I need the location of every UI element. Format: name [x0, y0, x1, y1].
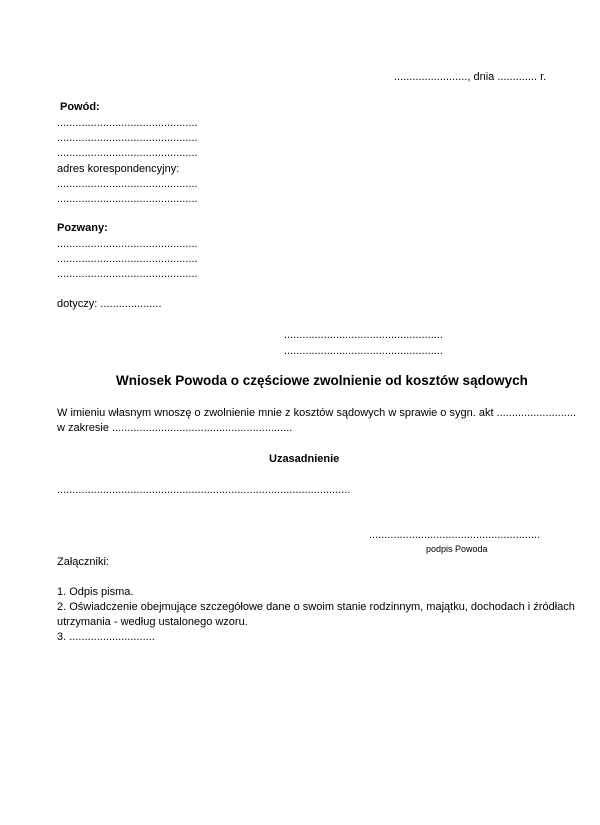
plaintiff-line: ..............................................: [57, 132, 198, 144]
defendant-line: ..............................................: [57, 268, 198, 280]
attachments-heading: Załączniki:: [57, 556, 109, 568]
justification-heading: Uzasadnienie: [269, 453, 340, 465]
plaintiff-line: ..............................................: [57, 117, 198, 129]
date-line: ........................, dnia ............. r.: [394, 71, 547, 83]
regarding-line: dotyczy: ....................: [57, 298, 162, 310]
attachment-item: 3. ............................: [57, 631, 155, 643]
body-line: w zakresie ...........................................................: [57, 422, 293, 434]
signature-label: podpis Powoda: [426, 544, 488, 554]
correspondence-address-label: adres korespondencyjny:: [57, 163, 180, 175]
plaintiff-line: ..............................................: [57, 178, 198, 190]
attachment-item: utrzymania - według ustalonego wzoru.: [57, 616, 248, 628]
document-title: Wniosek Powoda o częściowe zwolnienie od kosztów sądowych: [116, 373, 528, 388]
signature-line: ........................................................: [369, 529, 541, 541]
attachment-item: 2. Oświadczenie obejmujące szczegółowe dane o swoim stanie rodzinnym, majątku, dochodach i źródłach: [57, 601, 575, 613]
addressee-line: ....................................................: [284, 329, 443, 341]
plaintiff-heading: Powód:: [60, 101, 100, 113]
defendant-heading: Pozwany:: [57, 222, 108, 234]
attachment-item: 1. Odpis pisma.: [57, 586, 134, 598]
justification-text: ................................................................................................: [57, 484, 351, 496]
defendant-line: ..............................................: [57, 238, 198, 250]
plaintiff-line: ..............................................: [57, 147, 198, 159]
defendant-line: ..............................................: [57, 253, 198, 265]
plaintiff-line: ..............................................: [57, 193, 198, 205]
body-line: W imieniu własnym wnoszę o zwolnienie mnie z kosztów sądowych w sprawie o sygn. akt ..........................: [57, 407, 577, 419]
addressee-line: ....................................................: [284, 345, 443, 357]
